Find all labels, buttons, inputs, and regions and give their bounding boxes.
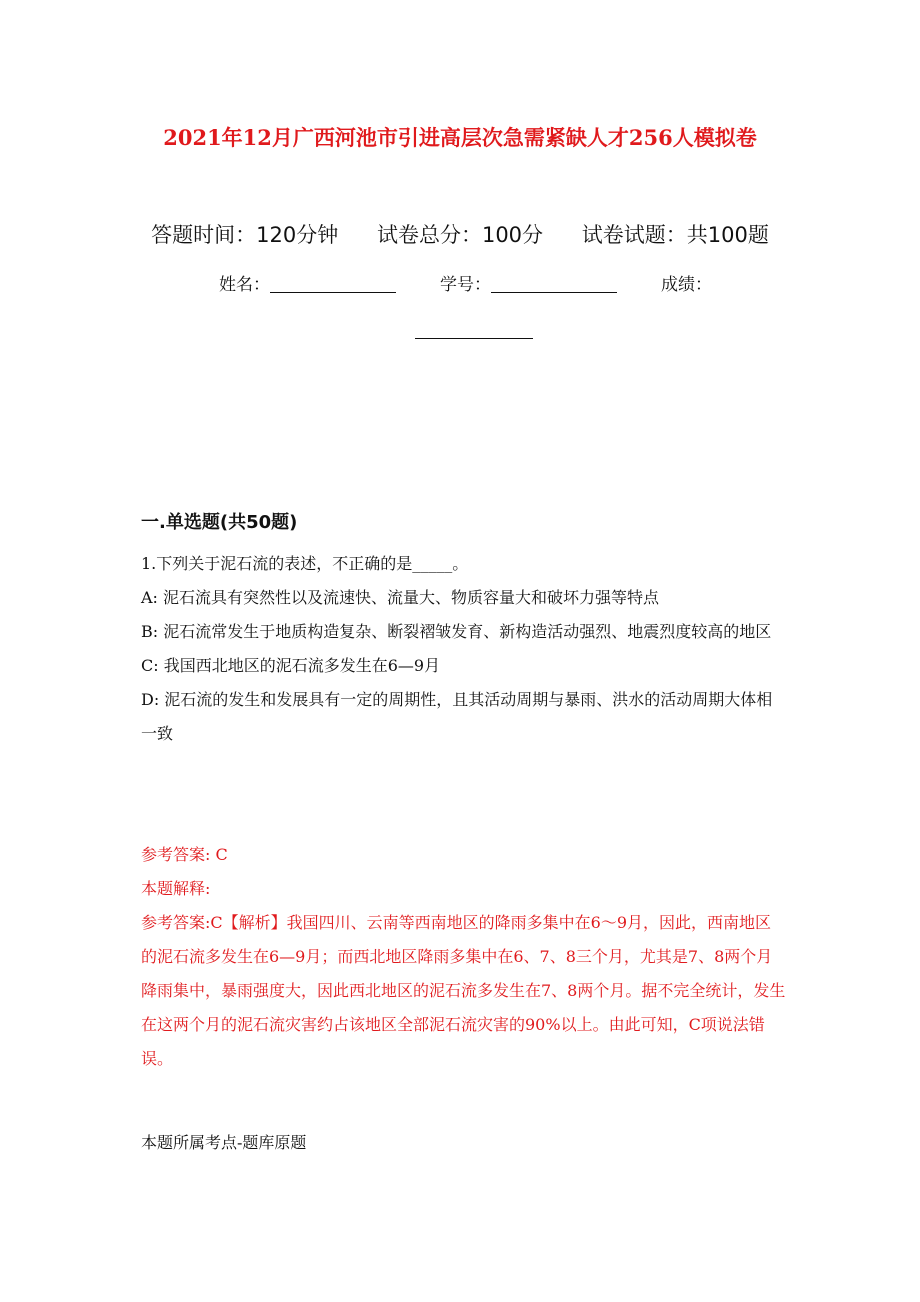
exam-total-score: 试卷总分：100分 bbox=[376, 223, 544, 247]
section-title: 一.单选题(共50题) bbox=[141, 512, 298, 533]
exam-time: 答题时间：120分钟 bbox=[151, 223, 339, 247]
question-block bbox=[141, 547, 786, 751]
score-blank[interactable] bbox=[415, 338, 533, 339]
id-label: 学号： bbox=[440, 275, 491, 295]
topic-note: 本题所属考点-题库原题 bbox=[141, 1133, 307, 1152]
answer-block bbox=[141, 838, 786, 1076]
id-blank[interactable] bbox=[491, 292, 617, 293]
question-stem: 1.下列关于泥石流的表述，不正确的是_____。 bbox=[141, 554, 469, 573]
explanation-label: 本题解释: bbox=[141, 879, 211, 898]
score-label: 成绩： bbox=[661, 275, 712, 295]
exam-meta bbox=[0, 219, 920, 249]
exam-question-count: 试卷试题：共100题 bbox=[581, 223, 769, 247]
option-c: C: 我国西北地区的泥石流多发生在6—9月 bbox=[141, 656, 441, 675]
exam-title: 2021年12月广西河池市引进高层次急需紧缺人才256人模拟卷 bbox=[163, 125, 757, 150]
explanation-text: 参考答案:C【解析】我国四川、云南等西南地区的降雨多集中在6～9月，因此，西南地区的泥石流多发生在6—9月；而西北地区降雨多集中在6、7、8三个月，尤其是7、8两个月降雨集中，暴雨强度大，因此西北地区的泥石流多发生在7、8两个月。据不完全统计，发生在这两个月的泥石流灾害约占该地区全部泥石流灾害的90%以上。由此可知，C项说法错误。 bbox=[141, 913, 786, 1068]
reference-answer: 参考答案: C bbox=[141, 845, 228, 864]
student-fields bbox=[219, 270, 712, 295]
option-a: A: 泥石流具有突然性以及流速快、流量大、物质容量大和破坏力强等特点 bbox=[141, 588, 660, 607]
option-d: D: 泥石流的发生和发展具有一定的周期性，且其活动周期与暴雨、洪水的活动周期大体相一致 bbox=[141, 690, 773, 743]
name-blank[interactable] bbox=[270, 292, 396, 293]
name-label: 姓名： bbox=[219, 275, 270, 295]
option-b: B: 泥石流常发生于地质构造复杂、断裂褶皱发育、新构造活动强烈、地震烈度较高的地区 bbox=[141, 622, 772, 641]
